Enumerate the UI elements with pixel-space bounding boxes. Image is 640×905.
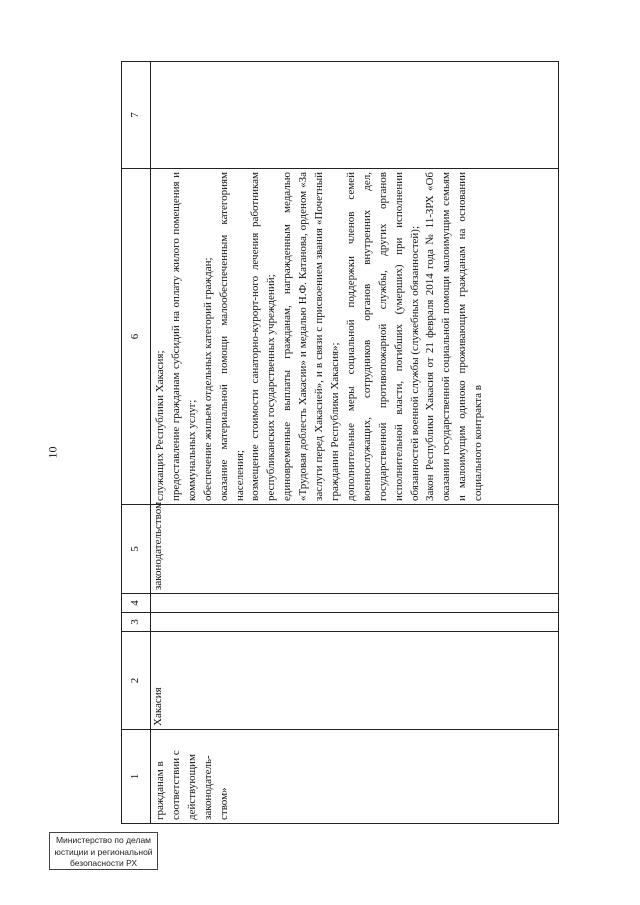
page-number-text: 10 <box>45 446 60 458</box>
ministry-stamp <box>49 832 158 870</box>
cell-col-5: законодательством <box>150 505 558 594</box>
data-table <box>121 61 559 824</box>
col6-line: дополнительные меры социальной поддержки членов семей военнослужащих, сотрудников органов внутренних дел, государственной противопожарной службы, других органов исполнительной власти, погибших (умерших) при исполнении обязанностей военной службы (служебных обязанностей); <box>344 172 420 501</box>
header-col-6: 6 <box>121 169 150 505</box>
stamp-line-1: Министерство по делам <box>55 835 152 845</box>
cell-col-6 <box>150 169 558 505</box>
col6-line: обеспечение жильем отдельных категорий граждан; <box>201 257 214 501</box>
cell-col-1: гражданам в соответствии с действующим законодатель-ством» <box>150 730 558 824</box>
stamp-line-3: безопасности РХ <box>69 858 138 868</box>
page-number <box>38 437 68 467</box>
stamp-line-2: юстиции и региональной <box>54 846 153 857</box>
header-col-3: 3 <box>121 613 150 632</box>
col6-line: Закон Республики Хакасия от 21 февраля 2014 года № 11-ЗРХ «Об оказании государственной социальной помощи малоимущим семьям и малоимущим одиноко проживающим гражданам на основании социального контракта в <box>423 172 484 501</box>
cell-col-7 <box>150 62 558 169</box>
table-header-row <box>121 62 150 824</box>
cell-col-4 <box>150 594 558 613</box>
col6-line: единовременные выплаты гражданам, награжденным медалью «Трудовая доблесть Хакасии» и медалью Н.Ф. Катанова, орденом «За заслуги перед Хакасией», и в связи с присвоением звания «Почетный гражданин Республики Хакасия»; <box>280 172 341 501</box>
col6-line: оказание материальной помощи малообеспеченным категориям населения; <box>217 172 246 501</box>
header-col-7: 7 <box>121 62 150 169</box>
col6-line: служащих Республики Хакасия; <box>153 350 166 501</box>
col6-line: возмещение стоимости санаторно-курорт-ного лечения работникам республиканских государственных учреждений; <box>248 172 277 501</box>
table-row <box>150 62 558 824</box>
header-col-4: 4 <box>121 594 150 613</box>
cell-col-2: Хакасия <box>150 632 558 730</box>
rotated-table-container <box>121 62 559 824</box>
cell-col-3 <box>150 613 558 632</box>
col6-line: предоставление гражданам субсидий на оплату жилого помещения и коммунальных услуг; <box>169 172 198 501</box>
header-col-2: 2 <box>121 632 150 730</box>
header-col-1: 1 <box>121 730 150 824</box>
header-col-5: 5 <box>121 505 150 594</box>
